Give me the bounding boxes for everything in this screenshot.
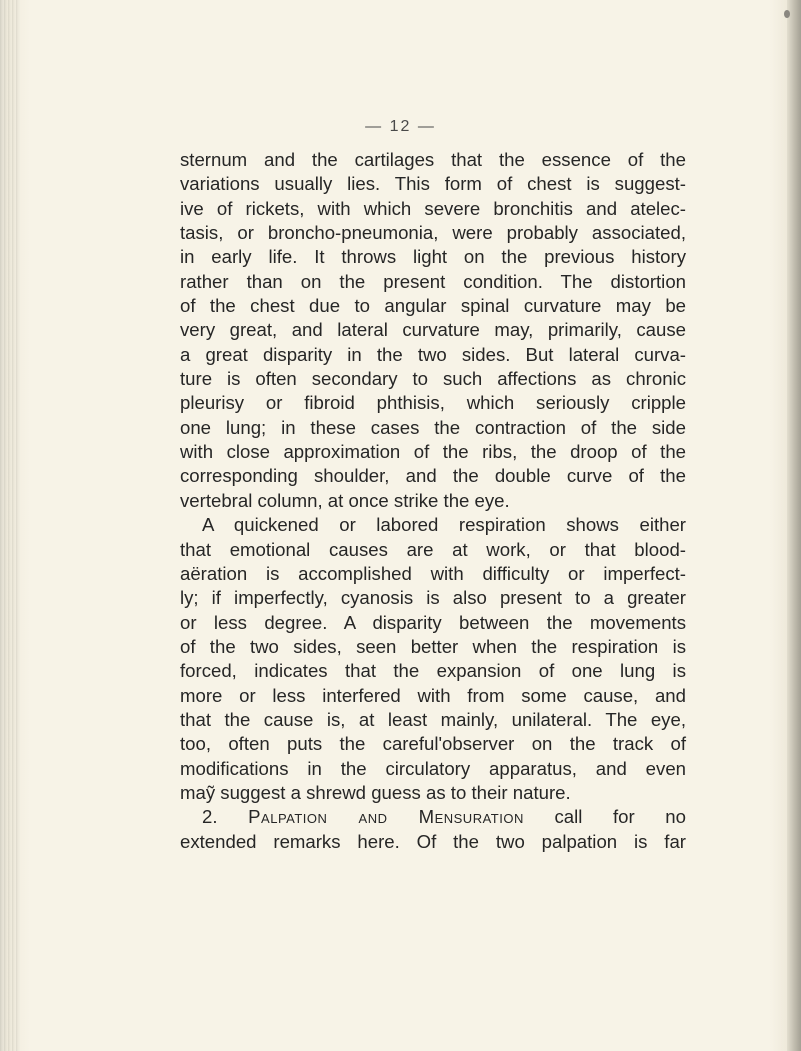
ink-speck bbox=[784, 10, 790, 18]
text-line: too, often puts the careful'observer on the track of bbox=[180, 733, 686, 755]
section-number: 2. bbox=[202, 806, 218, 828]
text-line: vertebral column, at once strike the eye. bbox=[180, 489, 510, 511]
section-heading-line bbox=[180, 805, 686, 829]
text-line: with close approximation of the ribs, the droop of the bbox=[180, 441, 686, 463]
text-line: modifications in the circulatory apparatus, and even bbox=[180, 757, 686, 779]
text-line: or less degree. A disparity between the movements bbox=[180, 611, 686, 633]
text-line: one lung; in these cases the contraction of the side bbox=[180, 416, 686, 438]
text-line: very great, and lateral curvature may, primarily, cause bbox=[180, 319, 686, 341]
text-line: rather than on the present condition. The distortion bbox=[180, 270, 686, 292]
binding-gutter bbox=[0, 0, 20, 1051]
heading-continuation: call for no bbox=[554, 806, 686, 828]
text-line: ly; if imperfectly, cyanosis is also present to a greater bbox=[180, 587, 686, 609]
text-line: A quickened or labored respiration shows either bbox=[202, 514, 686, 536]
page-number: — 12 — bbox=[365, 118, 436, 135]
text-line: maỹ suggest a shrewd guess as to their nature. bbox=[180, 781, 571, 803]
text-line: of the two sides, seen better when the respiration is bbox=[180, 635, 686, 657]
text-line: of the chest due to angular spinal curvature may be bbox=[180, 295, 686, 317]
text-line: pleurisy or fibroid phthisis, which seriously cripple bbox=[180, 392, 686, 414]
text-line: tasis, or broncho-pneumonia, were probably associated, bbox=[180, 222, 686, 244]
text-line: forced, indicates that the expansion of one lung is bbox=[180, 660, 686, 682]
paragraph-2 bbox=[180, 513, 686, 805]
text-line: more or less interfered with from some cause, and bbox=[180, 684, 686, 706]
text-line: aëration is accomplished with difficulty or imperfect- bbox=[180, 562, 686, 584]
text-line: ture is often secondary to such affections as chronic bbox=[180, 368, 686, 390]
text-line: a great disparity in the two sides. But lateral curva- bbox=[180, 343, 686, 365]
text-line: extended remarks here. Of the two palpation is far bbox=[180, 830, 686, 852]
body-text bbox=[180, 148, 686, 854]
text-line: sternum and the cartilages that the essence of the bbox=[180, 149, 686, 170]
paragraph-1 bbox=[180, 148, 686, 513]
page-edge-shadow bbox=[787, 0, 801, 1051]
paragraph-3 bbox=[180, 805, 686, 854]
text-line: that the cause is, at least mainly, unilateral. The eye, bbox=[180, 708, 686, 730]
text-line: that emotional causes are at work, or that blood- bbox=[180, 538, 686, 560]
text-line: corresponding shoulder, and the double curve of the bbox=[180, 465, 686, 487]
text-line: ive of rickets, with which severe bronchitis and atelec- bbox=[180, 197, 686, 219]
text-line: in early life. It throws light on the previous history bbox=[180, 246, 686, 268]
text-line: variations usually lies. This form of chest is suggest- bbox=[180, 173, 686, 195]
section-heading: Palpation and Mensuration bbox=[248, 806, 524, 828]
